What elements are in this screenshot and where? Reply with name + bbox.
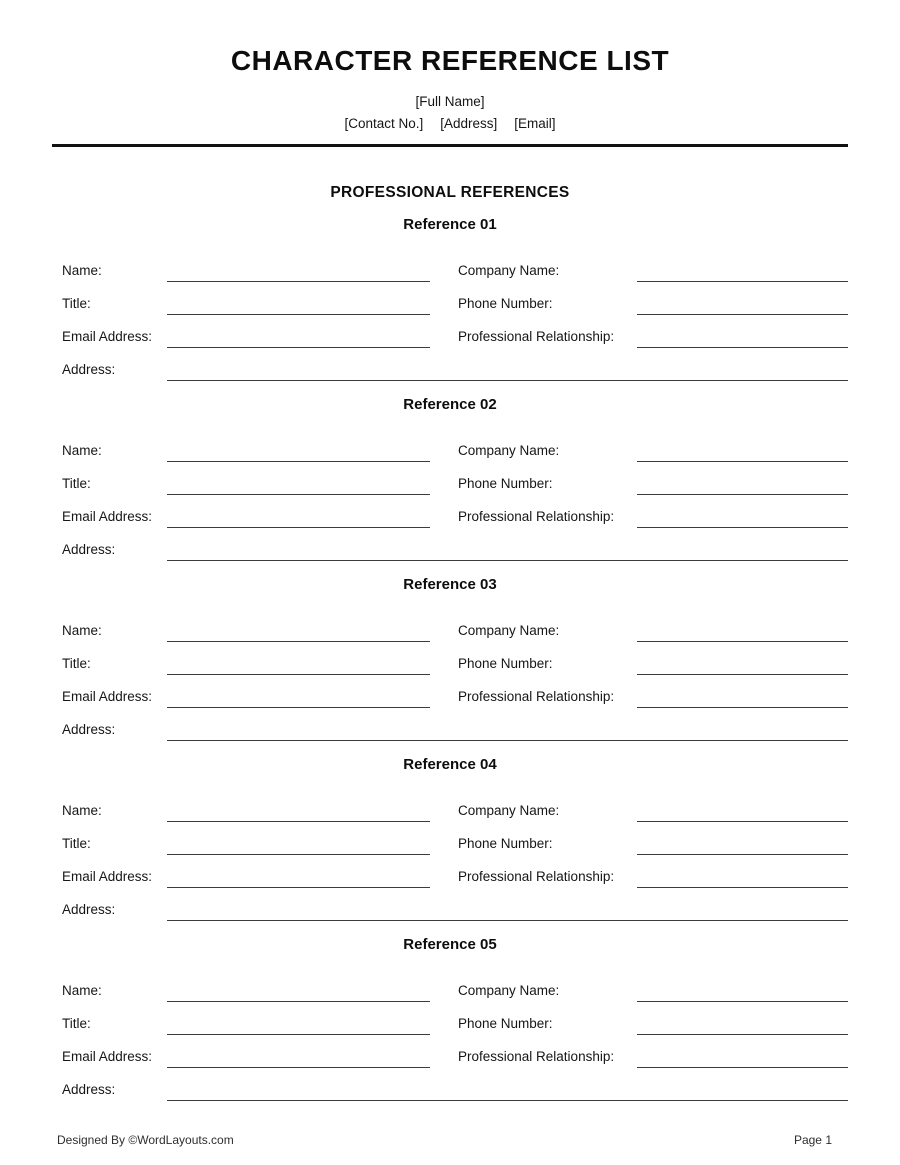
company-name-field[interactable] <box>637 806 848 822</box>
name-field[interactable] <box>167 806 430 822</box>
phone-number-field[interactable] <box>637 1019 848 1035</box>
address-label: Address: <box>62 362 116 377</box>
name-field[interactable] <box>167 266 430 282</box>
field-row <box>52 677 848 710</box>
field-row <box>52 251 848 284</box>
company-name-field[interactable] <box>637 626 848 642</box>
professional-relationship-field[interactable] <box>637 1052 848 1068</box>
field-row <box>52 464 848 497</box>
field-row <box>52 317 848 350</box>
professional-relationship-field[interactable] <box>637 332 848 348</box>
address-label: Address: <box>62 722 116 737</box>
title-label: Title: <box>62 1016 91 1031</box>
title-label: Title: <box>62 296 91 311</box>
title-label: Title: <box>62 476 91 491</box>
footer-page-number: Page 1 <box>793 1133 832 1147</box>
company-name-label: Company Name: <box>458 983 560 998</box>
reference-heading: Reference 01 <box>403 216 497 233</box>
company-name-label: Company Name: <box>458 623 560 638</box>
phone-number-label: Phone Number: <box>458 296 553 311</box>
company-name-field[interactable] <box>637 266 848 282</box>
title-field[interactable] <box>167 1019 430 1035</box>
references-content <box>52 183 848 1103</box>
email-placeholder[interactable]: [Email] <box>514 116 556 131</box>
field-row <box>52 857 848 890</box>
document-title: CHARACTER REFERENCE LIST <box>230 45 670 76</box>
name-field[interactable] <box>167 446 430 462</box>
reference-heading: Reference 04 <box>403 756 497 773</box>
field-row <box>52 971 848 1004</box>
footer-credit: Designed By ©WordLayouts.com <box>57 1133 234 1147</box>
header-divider <box>52 144 848 147</box>
reference-section-02 <box>52 395 848 563</box>
title-field[interactable] <box>167 299 430 315</box>
company-name-field[interactable] <box>637 986 848 1002</box>
professional-relationship-field[interactable] <box>637 692 848 708</box>
name-label: Name: <box>62 263 102 278</box>
reference-section-03 <box>52 575 848 743</box>
email-address-field[interactable] <box>167 332 430 348</box>
company-name-label: Company Name: <box>458 803 560 818</box>
field-row <box>52 497 848 530</box>
phone-number-label: Phone Number: <box>458 656 553 671</box>
field-row <box>52 824 848 857</box>
reference-heading: Reference 05 <box>403 936 497 953</box>
field-row <box>52 644 848 677</box>
email-address-field[interactable] <box>167 692 430 708</box>
professional-relationship-label: Professional Relationship: <box>458 1049 615 1064</box>
field-row <box>52 1004 848 1037</box>
title-field[interactable] <box>167 479 430 495</box>
field-row <box>52 530 848 563</box>
field-row <box>52 1037 848 1070</box>
email-address-field[interactable] <box>167 512 430 528</box>
name-label: Name: <box>62 803 102 818</box>
field-row <box>52 710 848 743</box>
email-address-label: Email Address: <box>62 509 153 524</box>
phone-number-field[interactable] <box>637 479 848 495</box>
reference-heading: Reference 03 <box>403 576 497 593</box>
address-field[interactable] <box>167 725 848 741</box>
title-field[interactable] <box>167 659 430 675</box>
company-name-label: Company Name: <box>458 263 560 278</box>
professional-relationship-field[interactable] <box>637 872 848 888</box>
name-label: Name: <box>62 623 102 638</box>
email-address-field[interactable] <box>167 872 430 888</box>
company-name-field[interactable] <box>637 446 848 462</box>
section-title: PROFESSIONAL REFERENCES <box>330 184 570 201</box>
phone-number-label: Phone Number: <box>458 1016 553 1031</box>
address-field[interactable] <box>167 545 848 561</box>
full-name-placeholder[interactable]: [Full Name] <box>415 94 485 109</box>
name-label: Name: <box>62 443 102 458</box>
professional-relationship-field[interactable] <box>637 512 848 528</box>
reference-heading: Reference 02 <box>403 396 497 413</box>
email-address-field[interactable] <box>167 1052 430 1068</box>
address-placeholder[interactable]: [Address] <box>440 116 498 131</box>
phone-number-field[interactable] <box>637 659 848 675</box>
contact-no-placeholder[interactable]: [Contact No.] <box>344 116 424 131</box>
professional-relationship-label: Professional Relationship: <box>458 869 615 884</box>
address-field[interactable] <box>167 1085 848 1101</box>
professional-relationship-label: Professional Relationship: <box>458 689 615 704</box>
title-field[interactable] <box>167 839 430 855</box>
reference-section-04 <box>52 755 848 923</box>
address-field[interactable] <box>167 905 848 921</box>
phone-number-field[interactable] <box>637 299 848 315</box>
contact-info-line <box>0 115 900 133</box>
name-field[interactable] <box>167 986 430 1002</box>
field-row <box>52 791 848 824</box>
phone-number-field[interactable] <box>637 839 848 855</box>
email-address-label: Email Address: <box>62 869 153 884</box>
email-address-label: Email Address: <box>62 1049 153 1064</box>
field-row <box>52 284 848 317</box>
professional-relationship-label: Professional Relationship: <box>458 509 615 524</box>
reference-section-01 <box>52 215 848 383</box>
document-header <box>0 0 900 133</box>
reference-section-05 <box>52 935 848 1103</box>
field-row <box>52 611 848 644</box>
email-address-label: Email Address: <box>62 689 153 704</box>
address-label: Address: <box>62 1082 116 1097</box>
professional-relationship-label: Professional Relationship: <box>458 329 615 344</box>
phone-number-label: Phone Number: <box>458 476 553 491</box>
address-label: Address: <box>62 902 116 917</box>
title-label: Title: <box>62 836 91 851</box>
email-address-label: Email Address: <box>62 329 153 344</box>
address-field[interactable] <box>167 365 848 381</box>
company-name-label: Company Name: <box>458 443 560 458</box>
field-row <box>52 1070 848 1103</box>
field-row <box>52 431 848 464</box>
field-row <box>52 890 848 923</box>
name-field[interactable] <box>167 626 430 642</box>
name-label: Name: <box>62 983 102 998</box>
title-label: Title: <box>62 656 91 671</box>
field-row <box>52 350 848 383</box>
address-label: Address: <box>62 542 116 557</box>
phone-number-label: Phone Number: <box>458 836 553 851</box>
